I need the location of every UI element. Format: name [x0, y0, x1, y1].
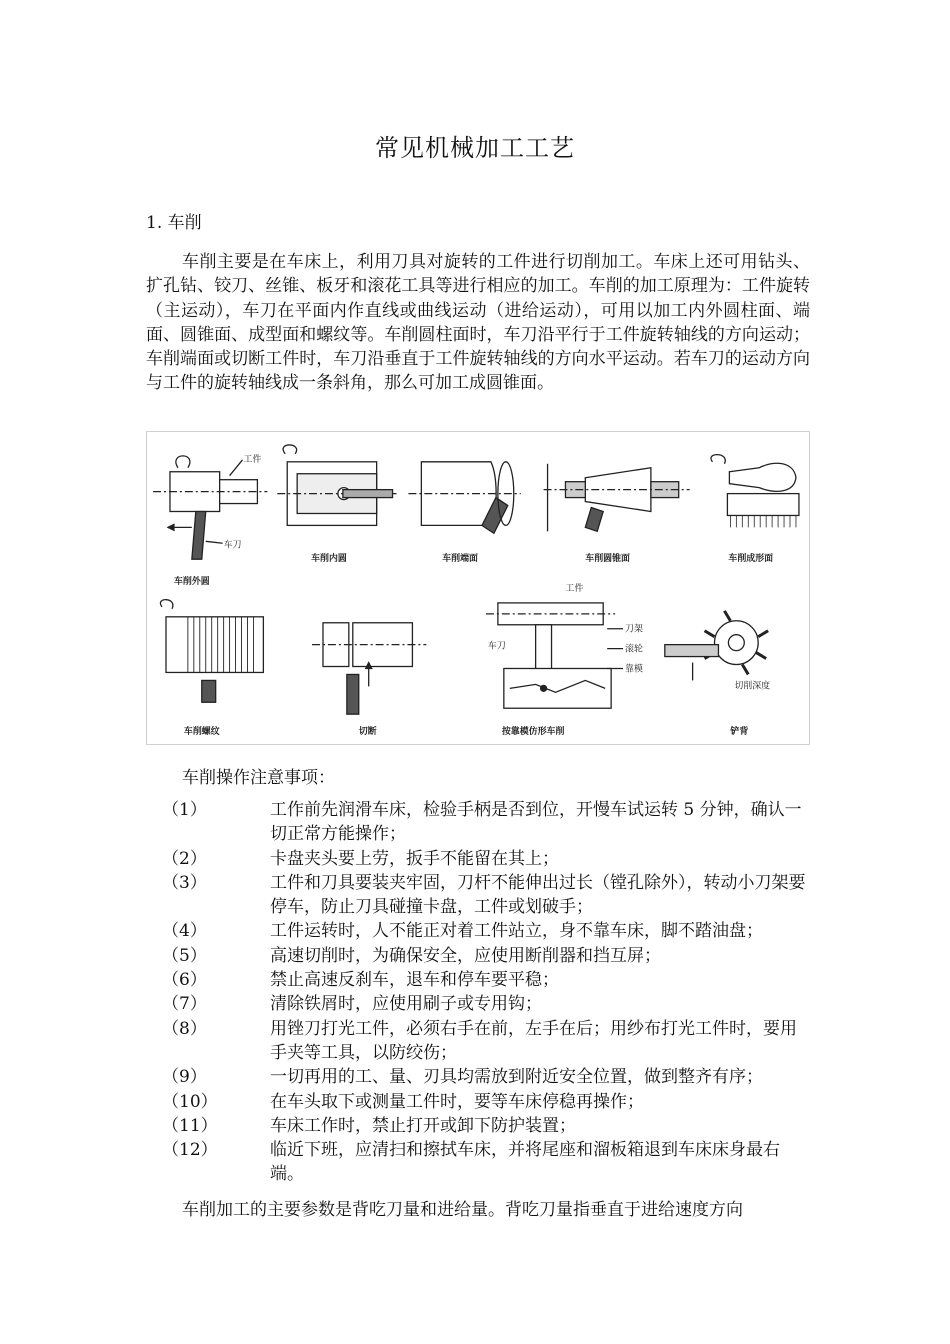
note-text: 在车头取下或测量工件时，要等车床停稳再操作；	[270, 1091, 644, 1112]
label-turning-tool-2: 车刀	[487, 641, 506, 652]
note-text: 高速切削时，为确保安全，应使用断削器和挡互屏；	[270, 945, 661, 966]
list-item	[160, 1114, 812, 1138]
label-roller: 滚轮	[625, 644, 643, 655]
list-item	[160, 944, 812, 968]
caption-internal: 车削内圆	[311, 554, 347, 565]
form-turning-drawing	[711, 455, 799, 528]
note-number: （11）	[162, 1115, 218, 1136]
note-text: 工件运转时，人不能正对着工件站立，身不靠车床，脚不踏油盘；	[270, 921, 763, 942]
list-item	[160, 1017, 812, 1066]
list-item	[160, 992, 812, 1016]
external-turning-drawing	[153, 456, 267, 559]
list-item	[160, 919, 812, 943]
note-number: （1）	[162, 800, 207, 820]
note-number: （8）	[162, 1018, 207, 1039]
facing-drawing	[408, 462, 520, 534]
intro-paragraph: 车削主要是在车床上，利用刀具对旋转的工件进行切削加工。车床上还可用钻头、扩孔钻、铰刀、丝锥、板牙和滚花工具等进行相应的加工。车削的加工原理为：工件旋转（主运动），车刀在平面内作直线或曲线运动（进给运动），可用以加工内外圆柱面、端面、圆锥面、成型面和螺纹等。车削圆柱面时，车刀沿平行于工件旋转轴线的方向运动；车削端面或切断工件时，车刀沿垂直于工件旋转轴线的方向水平运动。若车刀的运动方向与工件的旋转轴线成一条斜角，那么可加工成圆锥面。	[146, 252, 810, 394]
caption-external: 车削外圆	[173, 577, 210, 588]
note-text: 用锉刀打光工件，必须右手在前，左手在后；用纱布打光工件时，要用手夹等工具，以防绞伤；	[270, 1018, 797, 1063]
thread-turning-drawing	[160, 600, 263, 703]
parting-drawing	[312, 623, 426, 714]
note-text: 清除铁屑时，应使用刷子或专用钩；	[270, 994, 542, 1015]
label-tool-rest: 刀架	[625, 624, 643, 635]
note-number: （5）	[162, 945, 207, 966]
caption-taper: 车削圆锥面	[585, 554, 631, 565]
note-number: （7）	[162, 994, 207, 1015]
note-text: 工作前先润滑车床，检验手柄是否到位，开慢车试运转 5 分钟，确认一切正常方能操作；	[270, 800, 802, 845]
list-item	[160, 871, 812, 920]
note-text: 临近下班，应清扫和擦拭车床，并将尾座和溜板箱退到车床床身最右端。	[270, 1140, 780, 1185]
note-text: 一切再用的工、量、刃具均需放到附近安全位置，做到整齐有序；	[270, 1067, 763, 1088]
turning-methods-figure	[146, 431, 810, 745]
section-heading: 1. 车削	[146, 213, 202, 233]
notes-list	[160, 798, 812, 1187]
label-workpiece-2: 工件	[565, 583, 584, 594]
list-item	[160, 798, 812, 847]
caption-relief: 铲背	[730, 727, 749, 738]
notes-heading: 车削操作注意事项：	[182, 768, 335, 788]
note-number: （6）	[162, 970, 207, 991]
note-number: （3）	[162, 872, 207, 893]
label-cut-depth: 切削深度	[734, 681, 771, 692]
label-template: 靠模	[625, 664, 643, 675]
note-number: （2）	[162, 848, 207, 869]
taper-turning-drawing	[544, 464, 690, 532]
list-item	[160, 968, 812, 992]
note-number: （4）	[162, 921, 207, 942]
note-text: 禁止高速反刹车，退车和停车要平稳；	[270, 970, 559, 991]
copy-turning-drawing	[486, 603, 623, 708]
relief-turning-drawing	[665, 611, 768, 681]
caption-facing: 车削端面	[442, 554, 478, 565]
label-workpiece: 工件	[243, 454, 262, 465]
caption-form: 车削成形面	[728, 554, 774, 565]
turning-diagram	[147, 432, 809, 744]
label-turning-tool: 车刀	[223, 540, 242, 551]
list-item	[160, 1138, 812, 1187]
note-text: 车床工作时，禁止打开或卸下防护装置；	[270, 1115, 576, 1136]
internal-turning-drawing	[277, 445, 396, 525]
final-paragraph: 车削加工的主要参数是背吃刀量和进给量。背吃刀量指垂直于进给速度方向	[182, 1200, 743, 1220]
note-number: （12）	[162, 1140, 218, 1161]
list-item	[160, 1065, 812, 1089]
note-text: 卡盘夹头要上劳，扳手不能留在其上；	[270, 848, 559, 869]
page-title: 常见机械加工工艺	[375, 134, 575, 162]
note-text: 工件和刀具要装夹牢固，刀杆不能伸出过长（镗孔除外），转动小刀架要停车，防止刀具碰撞卡盘，工件或划破手；	[270, 872, 806, 918]
list-item	[160, 847, 812, 871]
note-number: （10）	[162, 1091, 218, 1112]
note-number: （9）	[162, 1067, 207, 1088]
caption-copy: 按靠模仿形车削	[501, 727, 565, 738]
list-item	[160, 1090, 812, 1114]
caption-parting: 切断	[358, 727, 377, 738]
caption-thread: 车削螺纹	[183, 727, 220, 738]
